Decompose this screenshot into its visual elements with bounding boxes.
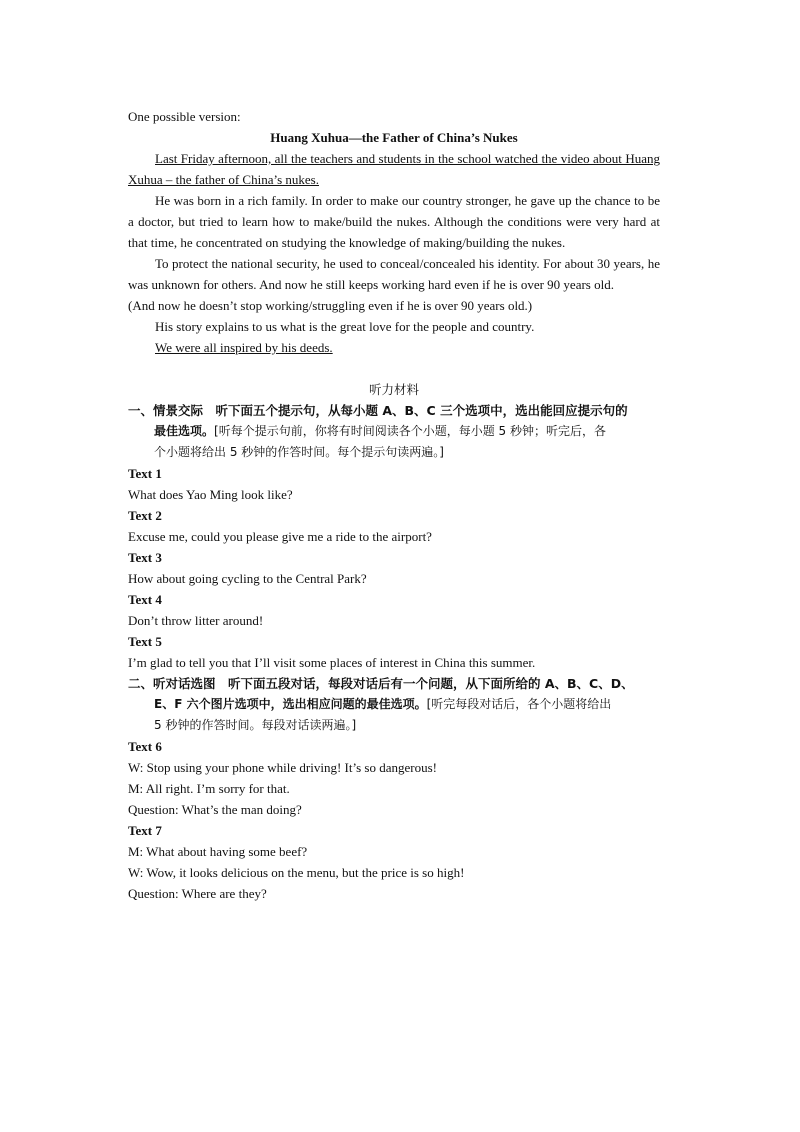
text-2-label: Text 2 [128, 508, 162, 523]
part1-note-cont: 个小题将给出 5 秒钟的作答时间。每个提示句读两遍。] [154, 445, 444, 459]
essay-paragraph-3-alt: (And now he doesn’t stop working/struggling even if he is over 90 years old.) [128, 298, 533, 313]
part1-heading: 一、情景交际 听下面五个提示句，从每小题 A、B、C 三个选项中，选出能回应提示句的 [128, 403, 628, 418]
part2-note: [听完每段对话后，各个小题将给出 [426, 697, 612, 711]
essay-paragraph-5-text: We were all inspired by his deeds. [155, 340, 333, 355]
text-5-line: I’m glad to tell you that I’ll visit some places of interest in China this summer. [128, 655, 536, 670]
text-7-line-1: M: What about having some beef? [128, 844, 308, 859]
text-3-label: Text 3 [128, 550, 162, 565]
text-3-line: How about going cycling to the Central Park? [128, 571, 367, 586]
part1-note: [听每个提示句前，你将有时间阅读各个小题，每小题 5 秒钟；听完后，各 [214, 424, 606, 438]
text-1-label: Text 1 [128, 466, 162, 481]
part1-heading-cont [128, 421, 660, 442]
text-6-line-2: M: All right. I’m sorry for that. [128, 781, 290, 796]
essay-paragraph-1-text: Last Friday afternoon, all the teachers and students in the school watched the video about Huang Xuhua – the father of China’s nukes. [128, 151, 660, 187]
text-4-label: Text 4 [128, 592, 162, 607]
text-7-question: Question: Where are they? [128, 886, 267, 901]
part2-heading-end: E、F 六个图片选项中，选出相应问题的最佳选项。 [154, 697, 427, 711]
essay-paragraph-2: He was born in a rich family. In order to make our country stronger, he gave up the chance to be a doctor, but tried to learn how to make/build the nukes. Although the conditions were very hard at that time, he concentrated on studying the knowledge of making/building the nukes. [128, 193, 660, 250]
part1-heading-end: 最佳选项。 [154, 424, 215, 438]
essay-title: Huang Xuhua—the Father of China’s Nukes [270, 130, 518, 145]
part2-heading-cont [128, 694, 660, 715]
essay-paragraph-1 [128, 148, 660, 190]
part2-note-cont: 5 秒钟的作答时间。每段对话读两遍。] [154, 718, 357, 732]
listening-section-title: 听力材料 [368, 382, 419, 397]
text-6-label: Text 6 [128, 739, 162, 754]
part2-heading: 二、听对话选图 听下面五段对话，每段对话后有一个问题，从下面所给的 A、B、C、D、 [128, 676, 634, 691]
text-1-line: What does Yao Ming look like? [128, 487, 293, 502]
text-5-label: Text 5 [128, 634, 162, 649]
text-7-label: Text 7 [128, 823, 162, 838]
text-7-line-2: W: Wow, it looks delicious on the menu, but the price is so high! [128, 865, 465, 880]
text-2-line: Excuse me, could you please give me a ride to the airport? [128, 529, 432, 544]
essay-paragraph-5 [128, 337, 660, 358]
essay-paragraph-3: To protect the national security, he used to conceal/concealed his identity. For about 30 years, he was unknown for others. And now he still keeps working hard even if he is over 90 years old. [128, 256, 660, 292]
intro-line: One possible version: [128, 109, 241, 124]
document-content [128, 106, 660, 904]
text-4-line: Don’t throw litter around! [128, 613, 264, 628]
text-6-line-1: W: Stop using your phone while driving! It’s so dangerous! [128, 760, 437, 775]
text-6-question: Question: What’s the man doing? [128, 802, 302, 817]
essay-paragraph-4: His story explains to us what is the great love for the people and country. [155, 319, 535, 334]
